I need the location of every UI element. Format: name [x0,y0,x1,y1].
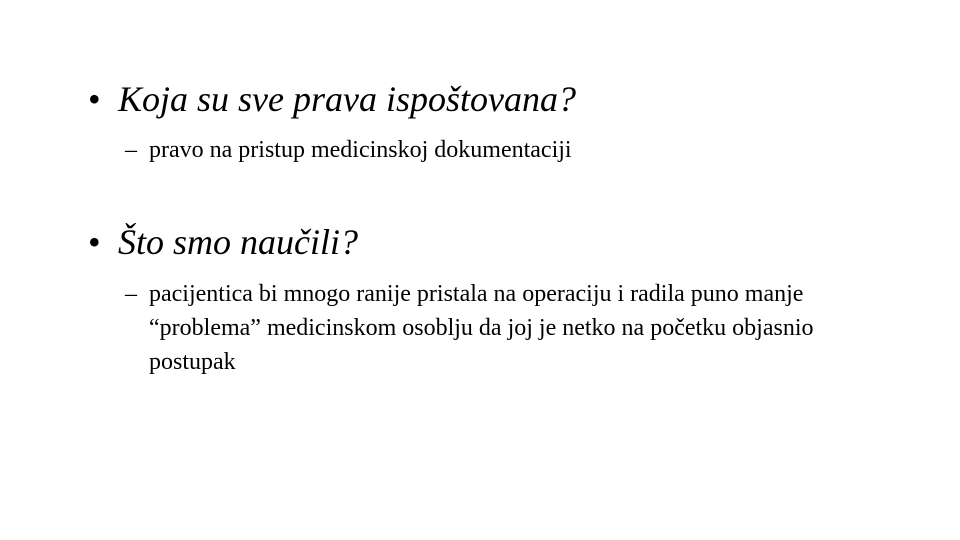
bullet-icon: • [88,79,101,119]
sub-bullet-text: pacijentica bi mnogo ranije pristala na operaciju i radila puno manje “problema” medicinskom osoblju da joj je netko na početku objasnio postupak [149,281,814,375]
dash-icon: – [125,281,137,307]
sub-bullet-learned [125,277,825,379]
dash-icon: – [125,137,137,163]
heading-text: Što smo naučili? [118,222,358,262]
bullet-heading-rights [88,79,576,119]
sub-bullet-rights [125,133,825,167]
bullet-icon: • [88,222,101,262]
sub-bullet-text: pravo na pristup medicinskoj dokumentaciji [149,137,572,163]
bullet-heading-learned [88,222,358,262]
heading-text: Koja su sve prava ispoštovana? [118,79,576,119]
